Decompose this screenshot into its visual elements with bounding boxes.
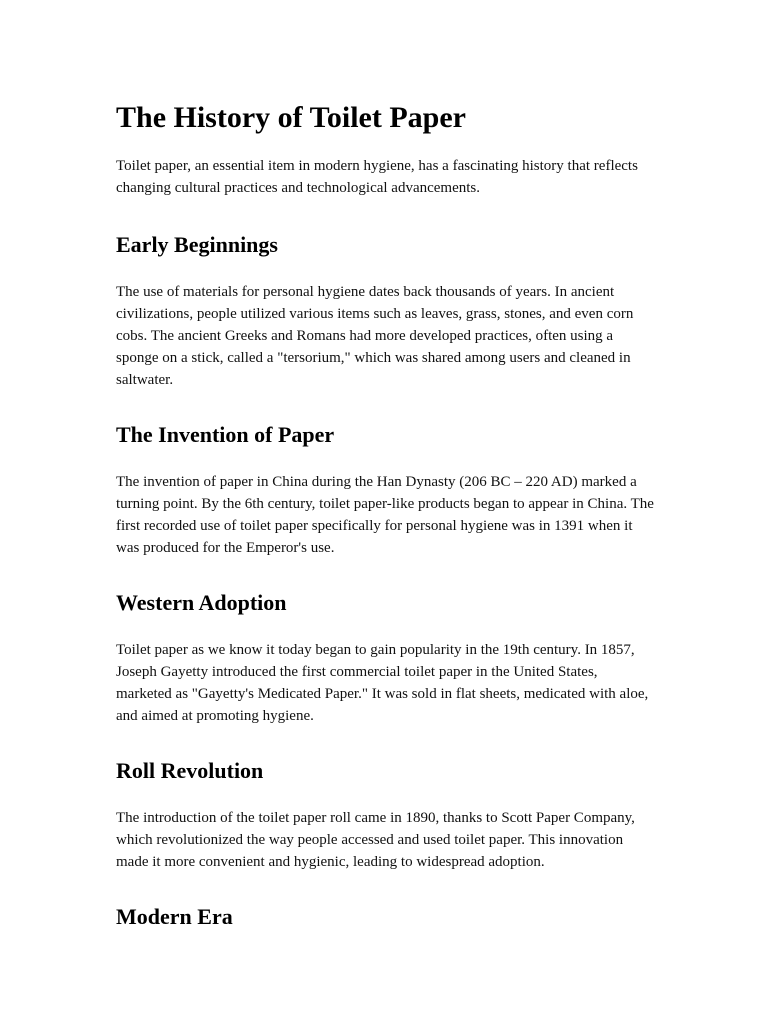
section-heading-modern-era: Modern Era bbox=[116, 904, 233, 929]
section-heading-roll-revolution: Roll Revolution bbox=[116, 758, 264, 783]
section-heading-invention-of-paper: The Invention of Paper bbox=[116, 422, 335, 447]
section-body-early-beginnings: The use of materials for personal hygiene dates back thousands of years. In ancient civilizations, people utilized various items such as leaves, grass, stones, and even corn cobs. The ancient Greeks and Romans had more developed practices, often using a sponge on a stick, called a "tersorium," which was shared among users and cleaned in saltwater. bbox=[116, 284, 634, 388]
intro-paragraph: Toilet paper, an essential item in modern hygiene, has a fascinating history that reflects changing cultural practices and technological advancements. bbox=[116, 158, 638, 196]
document-page bbox=[116, 96, 656, 953]
section-body-western-adoption: Toilet paper as we know it today began to gain popularity in the 19th century. In 1857, Joseph Gayetty introduced the first commercial toilet paper in the United States, marketed as "Gayetty's Medicated Paper." It was sold in flat sheets, medicated with aloe, and aimed at promoting hygiene. bbox=[116, 642, 649, 724]
section-body-roll-revolution: The introduction of the toilet paper roll came in 1890, thanks to Scott Paper Company, which revolutionized the way people accessed and used toilet paper. This innovation made it more convenient and hygienic, leading to widespread adoption. bbox=[116, 810, 635, 870]
section-heading-early-beginnings: Early Beginnings bbox=[116, 232, 278, 257]
section-heading-western-adoption: Western Adoption bbox=[116, 590, 287, 615]
document-title: The History of Toilet Paper bbox=[116, 101, 466, 134]
section-body-invention-of-paper: The invention of paper in China during the Han Dynasty (206 BC – 220 AD) marked a turning point. By the 6th century, toilet paper-like products began to appear in China. The first recorded use of toilet paper specifically for personal hygiene was in 1391 when it was produced for the Emperor's use. bbox=[116, 474, 654, 556]
